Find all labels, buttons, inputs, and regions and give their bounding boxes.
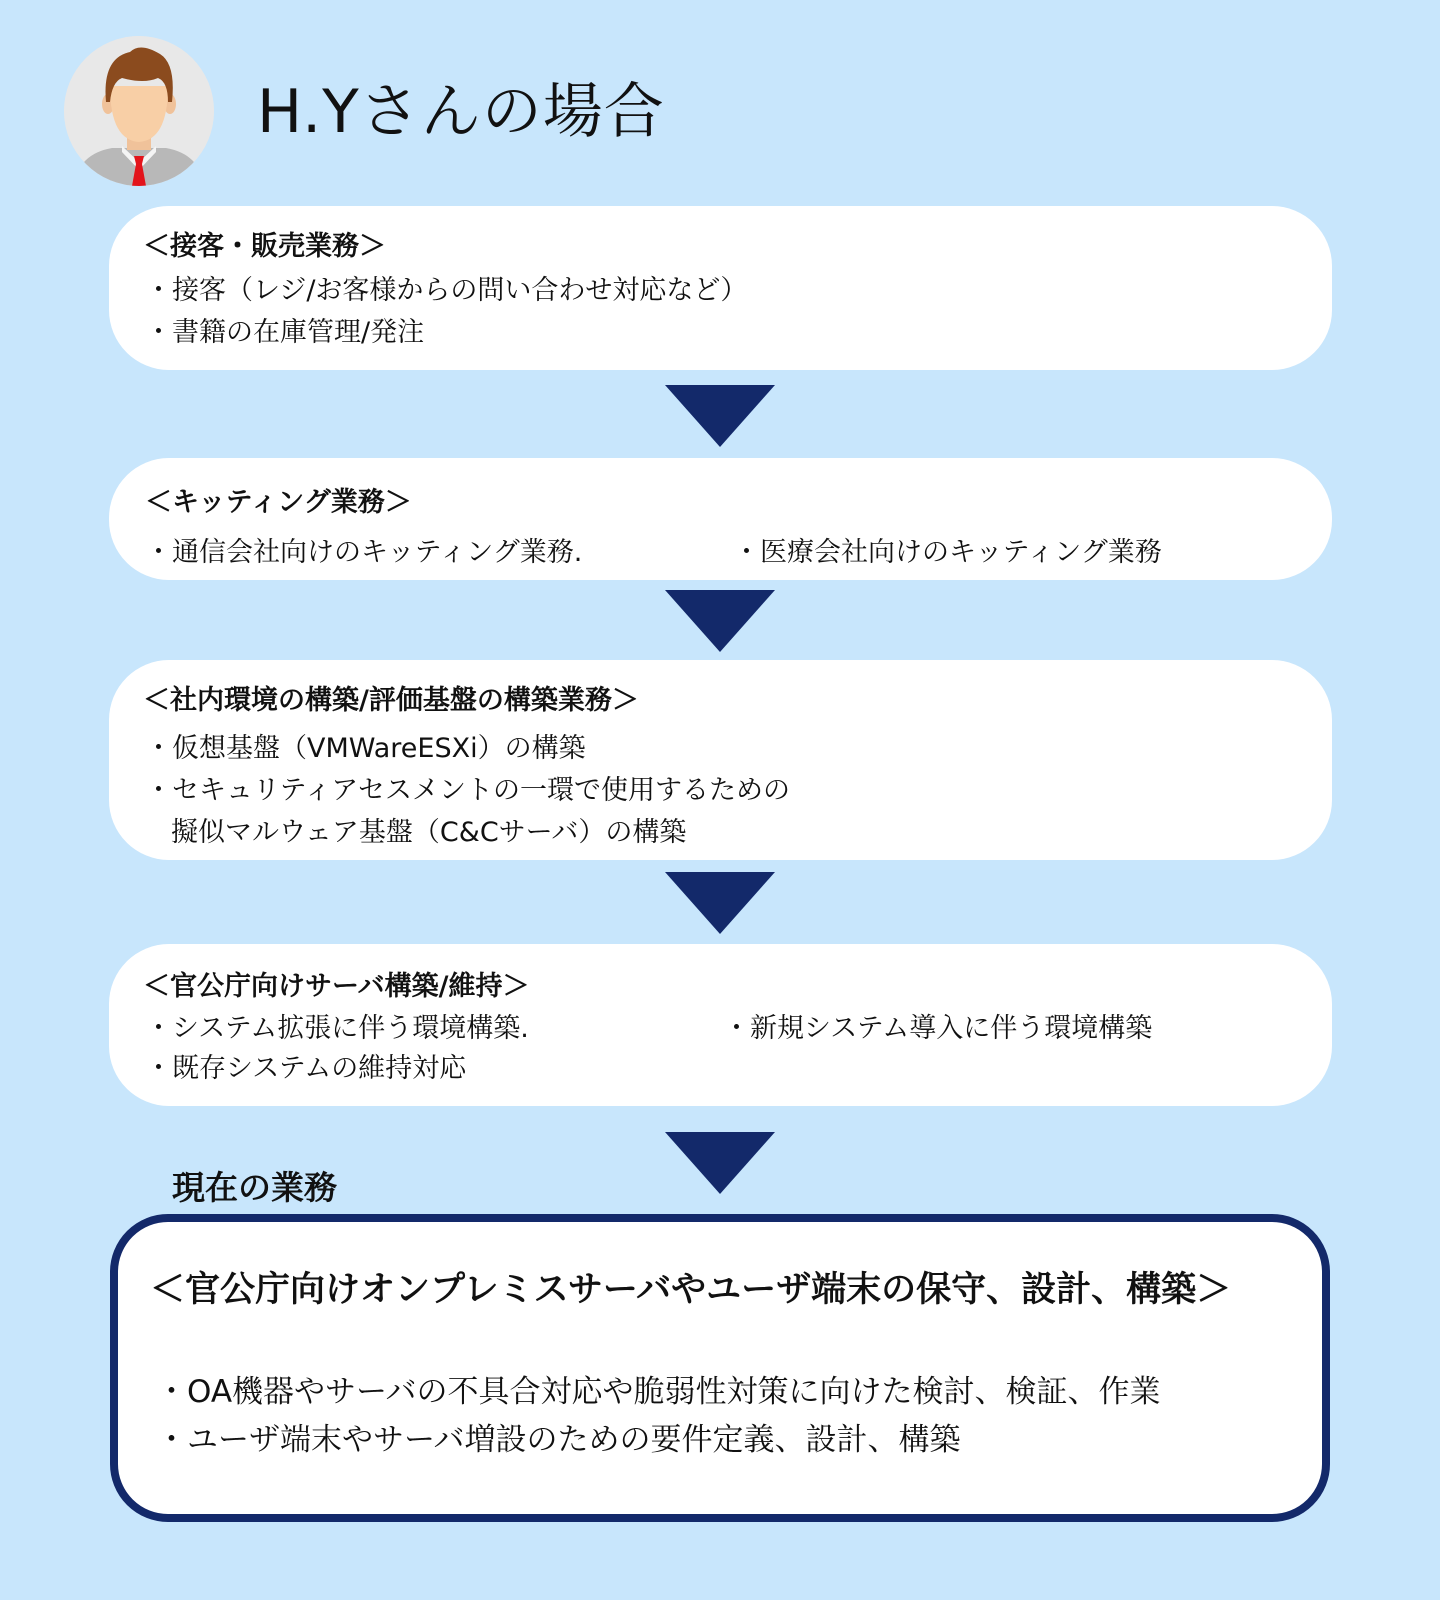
card-item: ・システム拡張に伴う環境構築. (145, 1013, 529, 1044)
career-card-kitting (109, 458, 1332, 580)
card-item: ・医療会社向けのキッティング業務 (733, 537, 1162, 568)
down-arrow-icon (665, 385, 775, 447)
card-title: ＜社内環境の構築/評価基盤の構築業務＞ (143, 685, 639, 716)
card-item: ・接客（レジ/お客様からの問い合わせ対応など） (145, 275, 748, 306)
down-arrow-icon (665, 590, 775, 652)
career-card-government-server (109, 944, 1332, 1106)
card-item: 擬似マルウェア基盤（C&Cサーバ）の構築 (171, 817, 687, 848)
career-card-sales (109, 206, 1332, 370)
down-arrow-icon (665, 872, 775, 934)
avatar (64, 36, 214, 186)
current-work-card (110, 1214, 1330, 1522)
card-item: ・既存システムの維持対応 (145, 1053, 467, 1084)
card-item: ・仮想基盤（VMWareESXi）の構築 (145, 733, 586, 764)
down-arrow-icon (665, 1132, 775, 1194)
current-work-title: ＜官公庁向けオンプレミスサーバやユーザ端末の保守、設計、構築＞ (150, 1270, 1232, 1310)
current-work-label: 現在の業務 (172, 1168, 337, 1207)
page-title: H.Yさんの場合 (257, 77, 665, 147)
current-work-item: ・ユーザ端末やサーバ増設のための要件定義、設計、構築 (156, 1422, 961, 1458)
card-item: ・書籍の在庫管理/発注 (145, 317, 425, 348)
card-item: ・セキュリティアセスメントの一環で使用するための (145, 775, 791, 806)
card-item: ・通信会社向けのキッティング業務. (145, 537, 583, 568)
card-title: ＜キッティング業務＞ (145, 487, 412, 518)
career-card-infrastructure (109, 660, 1332, 860)
card-title: ＜官公庁向けサーバ構築/維持＞ (143, 971, 530, 1002)
card-item: ・新規システム導入に伴う環境構築 (723, 1013, 1153, 1044)
card-title: ＜接客・販売業務＞ (143, 231, 386, 262)
current-work-item: ・OA機器やサーバの不具合対応や脆弱性対策に向けた検討、検証、作業 (156, 1374, 1161, 1410)
person-avatar-icon (64, 36, 214, 186)
